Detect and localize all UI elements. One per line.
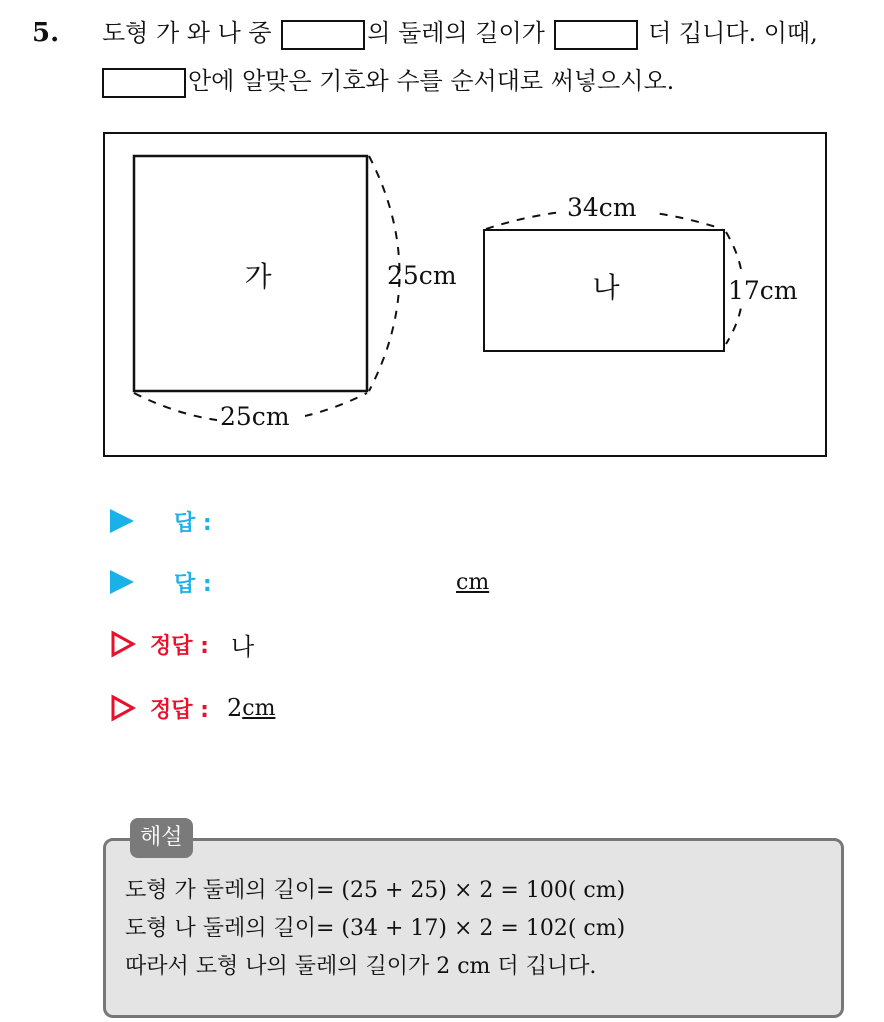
shape-b-label: 나 bbox=[592, 271, 620, 304]
explanation-line-3: 따라서 도형 나의 둘레의 길이가 2 cm 더 깁니다. bbox=[125, 954, 597, 979]
figure-diagram bbox=[105, 134, 829, 459]
answer-blank-3[interactable] bbox=[102, 68, 186, 98]
answer-blank-1[interactable] bbox=[281, 20, 365, 50]
correct-answer-label: 정답 : bbox=[150, 633, 209, 659]
play-triangle-icon bbox=[110, 570, 134, 594]
answer-label: 답 : bbox=[174, 571, 212, 597]
shape-b-top-label: 34cm bbox=[567, 193, 637, 222]
question-line-2 bbox=[102, 64, 674, 98]
question-text-2: 안에 알맞은 기호와 수를 순서대로 써넣으시오. bbox=[188, 67, 675, 95]
explanation-line-1: 도형 가 둘레의 길이= (25 + 25) × 2 = 100( cm) bbox=[125, 878, 626, 903]
answer-row-2 bbox=[110, 564, 212, 600]
answer-unit-cm: cm bbox=[456, 570, 490, 595]
answer-row-1 bbox=[110, 503, 212, 539]
explanation-tab: 해설 bbox=[130, 818, 193, 858]
question-number: 5. bbox=[32, 18, 60, 48]
question-text-1a: 도형 가 와 나 중 bbox=[102, 19, 272, 47]
outline-triangle-icon bbox=[110, 630, 136, 658]
question-text-1b: 의 둘레의 길이가 bbox=[367, 19, 545, 47]
correct-answer-row-2 bbox=[110, 690, 275, 726]
outline-triangle-icon bbox=[110, 694, 136, 722]
correct-answer-unit: cm bbox=[242, 695, 276, 721]
figure-box bbox=[103, 132, 827, 457]
explanation-line-2: 도형 나 둘레의 길이= (34 + 17) × 2 = 102( cm) bbox=[125, 916, 626, 941]
shape-a-label: 가 bbox=[244, 260, 272, 293]
correct-answer-row-1 bbox=[110, 626, 254, 662]
answer-label: 답 : bbox=[174, 510, 212, 536]
shape-a-side-right-label: 25cm bbox=[387, 261, 457, 290]
play-triangle-icon bbox=[110, 509, 134, 533]
shape-a-side-bottom-label: 25cm bbox=[220, 402, 290, 431]
correct-answer-number: 2 bbox=[226, 694, 243, 722]
shape-b-side-label: 17cm bbox=[728, 276, 798, 305]
question-line-1 bbox=[102, 16, 818, 50]
answer-blank-2[interactable] bbox=[554, 20, 638, 50]
correct-answer-label: 정답 : bbox=[150, 697, 209, 723]
question-text-1c: 더 깁니다. 이때, bbox=[648, 19, 818, 47]
correct-answer-value: 나 bbox=[230, 632, 255, 661]
explanation-text bbox=[125, 872, 625, 986]
